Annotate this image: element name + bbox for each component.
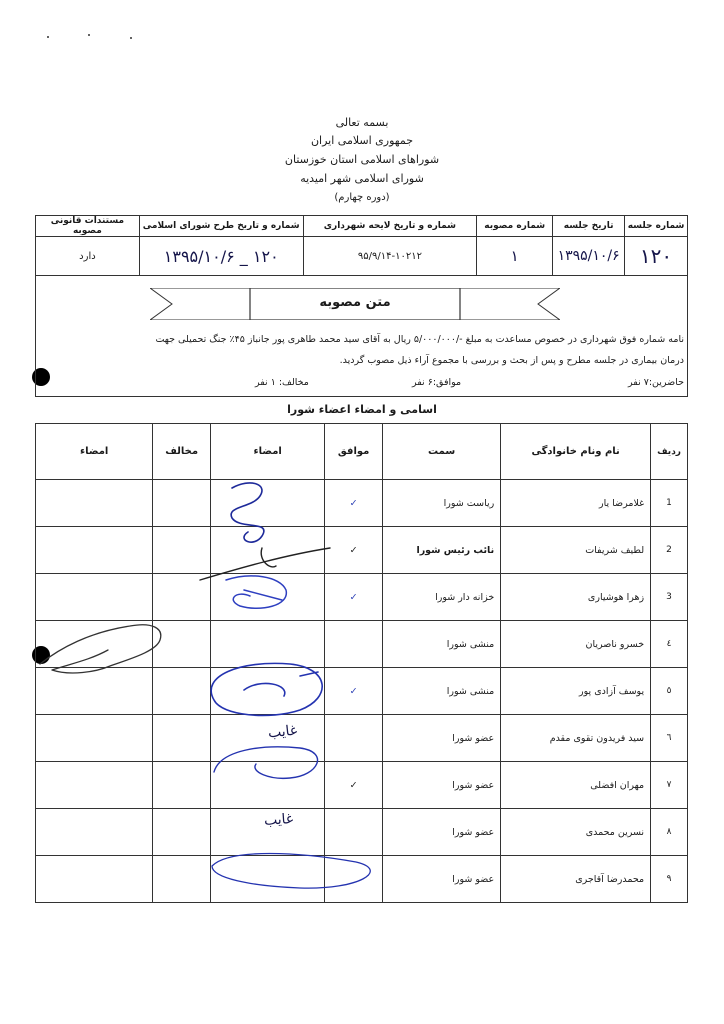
signature-1 — [231, 483, 264, 542]
oppose-count: مخالف: ۱ نفر — [255, 377, 309, 388]
member-name: زهرا هوشیاری — [501, 574, 651, 621]
member-name: سید فریدون تقوی مقدم — [501, 715, 651, 762]
agree-mark: ✓ — [325, 527, 383, 574]
signature-4 — [40, 625, 161, 673]
member-position: منشی شورا — [383, 621, 501, 668]
municipal-bill-ref: ۹۵/۹/۱۴-۱۰۲۱۲ — [303, 237, 477, 276]
meta-header: شماره جلسه — [625, 216, 688, 237]
member-name: لطیف شریفات — [501, 527, 651, 574]
signature-5 — [211, 663, 322, 715]
member-position: خزانه دار شورا — [383, 574, 501, 621]
absent-note: غایب — [263, 810, 294, 830]
col-header-position: سمت — [383, 424, 501, 480]
header-line-4: شورای اسلامی شهر امیدیه — [300, 172, 424, 185]
resolution-text-line-2: درمان بیماری در جلسه مطرح و پس از بحث و بررسی با مجموع آراء ذیل مصوب گردید. — [339, 355, 684, 366]
col-header-oppose: مخالف — [153, 424, 211, 480]
member-name: محمدرضا آقاجری — [501, 856, 651, 903]
resolution-number: ۱ — [477, 237, 553, 276]
signature-2 — [200, 548, 330, 580]
agree-count: موافق:۶ نفر — [412, 377, 462, 388]
member-position: عضو شورا — [383, 809, 501, 856]
header-line-2: جمهوری اسلامی ایران — [310, 134, 414, 147]
signature-3 — [226, 576, 286, 608]
present-count: حاضرین:۷ نفر — [628, 377, 684, 388]
header-line-1: بسمه تعالی — [335, 116, 389, 129]
row-number: 1 — [651, 480, 688, 527]
members-title: اسامی و امضاء اعضاء شورا — [287, 403, 437, 416]
meta-header: شماره و تاریخ لایحه شهرداری — [303, 216, 477, 237]
agree-mark: ✓ — [325, 574, 383, 621]
row-number: ٥ — [651, 668, 688, 715]
signature-7 — [212, 854, 370, 889]
row-number: ٦ — [651, 715, 688, 762]
signature-6 — [214, 747, 318, 778]
agree-mark: ✓ — [325, 668, 383, 715]
header-line-5: (دوره چهارم) — [334, 192, 390, 203]
row-number: 2 — [651, 527, 688, 574]
member-position: منشی شورا — [383, 668, 501, 715]
col-header-signature: امضاء — [211, 424, 325, 480]
member-name: یوسف آزادی پور — [501, 668, 651, 715]
resolution-text-line-1: نامه شماره فوق شهرداری در خصوص مساعدت به مبلغ -/۵/۰۰۰/۰۰۰ ریال به آقای سید محمد طاهری پور جانباز ۴۵٪ جنگ تحمیلی جهت — [155, 334, 684, 345]
member-name: نسرین محمدی — [501, 809, 651, 856]
header-line-3: شوراهای اسلامی استان خوزستان — [284, 153, 440, 166]
member-name: مهران افضلی — [501, 762, 651, 809]
member-position: عضو شورا — [383, 856, 501, 903]
agree-mark: ✓ — [325, 480, 383, 527]
member-position: نائب رئیس شورا — [383, 527, 501, 574]
council-plan-ref: ۱۲۰ _ ۱۳۹۵/۱۰/۶ — [139, 237, 303, 276]
resolution-title: متن مصوبه — [319, 295, 391, 310]
col-header-agree: موافق — [325, 424, 383, 480]
row-number: ٧ — [651, 762, 688, 809]
row-number: ٩ — [651, 856, 688, 903]
session-number: ۱۲۰ — [625, 237, 688, 276]
meta-header: مستندات قانونی مصوبه — [36, 216, 140, 237]
session-date: ۱۳۹۵/۱۰/۶ — [553, 237, 625, 276]
agree-mark: ✓ — [325, 762, 383, 809]
member-position: ریاست شورا — [383, 480, 501, 527]
meta-header: شماره و تاریخ طرح شورای اسلامی — [139, 216, 303, 237]
row-number: 3 — [651, 574, 688, 621]
meta-header: تاریخ جلسه — [553, 216, 625, 237]
member-name: غلامرضا یار — [501, 480, 651, 527]
meta-header: شماره مصوبه — [477, 216, 553, 237]
legal-documents: دارد — [36, 237, 140, 276]
member-position: عضو شورا — [383, 715, 501, 762]
row-number: ٨ — [651, 809, 688, 856]
absent-note: غایب — [267, 722, 298, 742]
member-position: عضو شورا — [383, 762, 501, 809]
col-header-name: نام ونام خانوادگی — [501, 424, 651, 480]
col-header-signature-oppose: امضاء — [36, 424, 153, 480]
col-header-row-number: ردیف — [651, 424, 688, 480]
row-number: ٤ — [651, 621, 688, 668]
member-name: خسرو ناصریان — [501, 621, 651, 668]
